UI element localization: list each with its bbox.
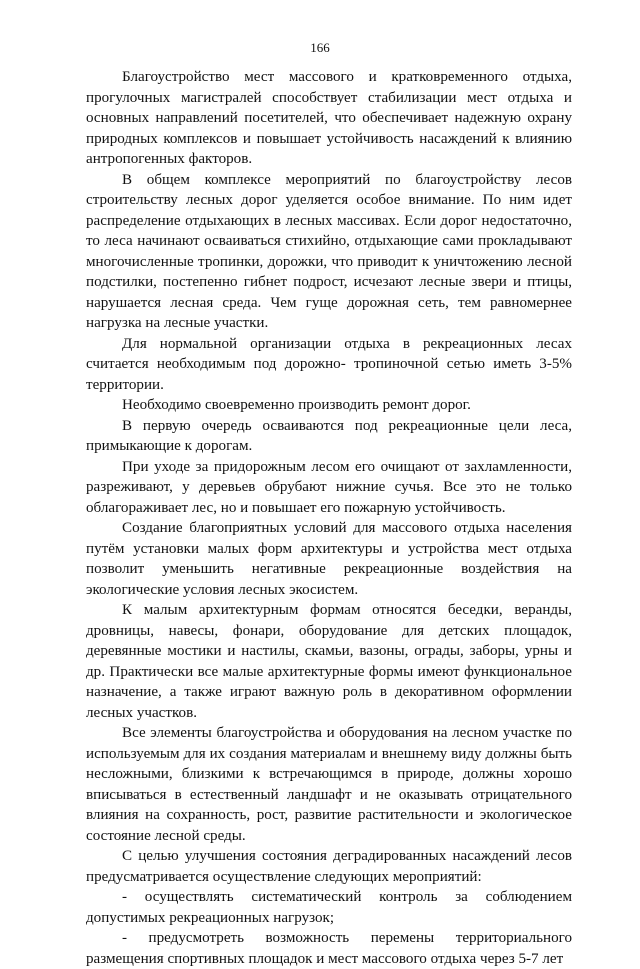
paragraph-roadside-care: При уходе за придорожным лесом его очищают от захламленности, разреживают, у деревьев обрубают нижние сучья. Все это не только облагораживает лес, но и повышает его пожарную устойчивость. [86,458,572,516]
paragraph-measures-intro: С целью улучшения состояния деградированных насаждений лесов предусматривается осуществление следующих мероприятий: [86,848,572,885]
page-number: 166 [310,40,330,55]
paragraph-trail-network: Для нормальной организации отдыха в рекреационных лесах считается необходимым под дорожно- тропиночной сетью иметь 3-5% территории. [86,335,572,393]
paragraph-landscaping-intro: Благоустройство мест массового и кратковременного отдыха, прогулочных магистралей способствует стабилизации мест отдыха и основных направлений посетителей, что обеспечивает надежную охрану природных комплексов и повышает устойчивость насаждений к влиянию антропогенных факторов. [86,69,572,167]
paragraph-forest-roads: В общем комплексе мероприятий по благоустройству лесов строительству лесных дорог уделяется особое внимание. По ним идет распределение отдыхающих в лесных массивах. Если дорог недостаточно, то леса начинают осваиваться стихийно, отдыхающие сами прокладывают многочисленные тропинки, дорожки, что приводит к уничтожению лесной подстилки, постепенно гибнет подрост, исчезают лесные звери и птицы, нарушается лесная среда. Чем гуще дорожная сеть, тем равномернее нагрузка на лесные участки. [86,171,572,331]
paragraph-roadside-forests: В первую очередь осваиваются под рекреационные цели леса, примыкающие к дорогам. [86,417,572,454]
paragraph-favorable-conditions: Создание благоприятных условий для массового отдыха населения путём установки малых форм архитектуры и устройства мест отдыха позволит уменьшить негативные рекреационные воздействия на экологические условия лесных экосистем. [86,520,572,598]
paragraph-road-repair: Необходимо своевременно производить ремонт дорог. [122,397,471,413]
list-item-load-control: - осуществлять систематический контроль за соблюдением допустимых рекреационных нагрузок; [86,889,572,926]
page-body [86,67,572,969]
list-item-relocation: - предусмотреть возможность перемены территориального размещения спортивных площадок и мест массового отдыха через 5-7 лет [86,930,572,967]
paragraph-landscaping-elements: Все элементы благоустройства и оборудования на лесном участке по используемым для их создания материалам и внешнему виду должны быть несложными, близкими к встречающимся в природе, должны хорошо вписываться в естественный ландшафт и не оказывать отрицательного влияния на сохранность, рост, развитие растительности и экологическое состояние лесной среды. [86,725,572,844]
paragraph-small-architectural-forms: К малым архитектурным формам относятся беседки, веранды, дровницы, навесы, фонари, оборудование для детских площадок, деревянные мостики и настилы, скамьи, вазоны, ограды, заборы, урны и др. Практически все малые архитектурные формы имеют функциональное назначение, а также играют важную роль в декоративном оформлении лесных участков. [86,602,572,721]
